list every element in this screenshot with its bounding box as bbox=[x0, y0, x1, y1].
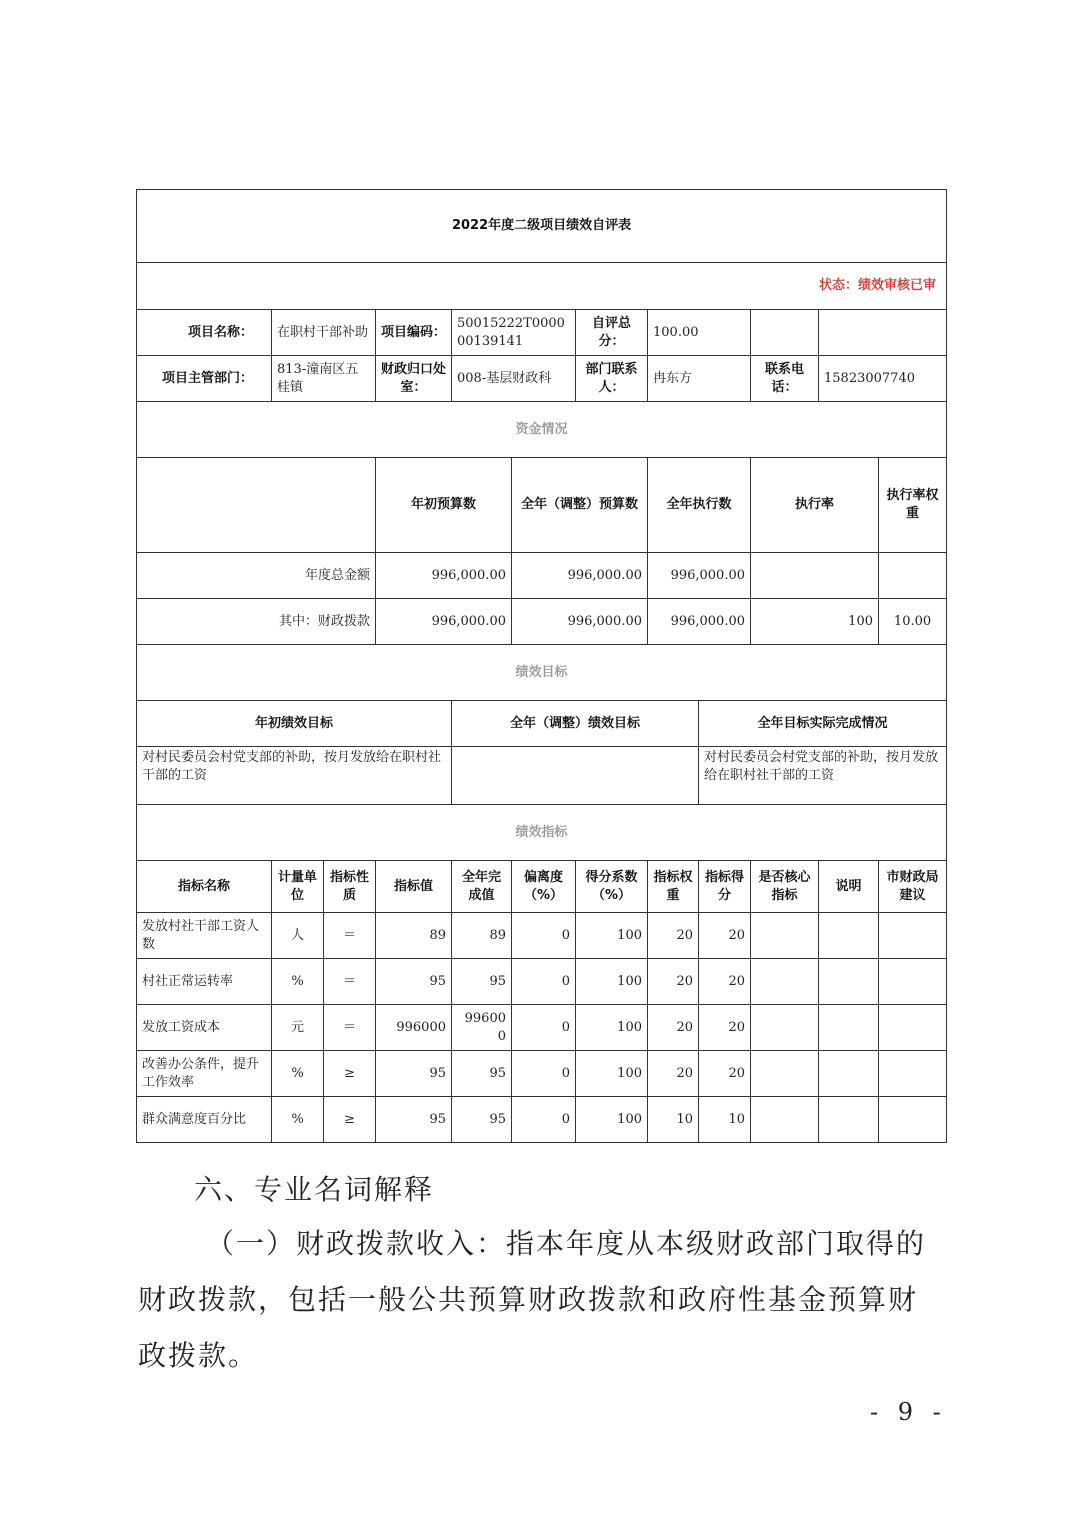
indicator-header: 指标值 bbox=[376, 861, 452, 913]
contact: 冉东方 bbox=[648, 356, 751, 402]
indicator-header: 指标权重 bbox=[648, 861, 699, 913]
phone-label: 联系电话： bbox=[751, 356, 819, 402]
indicator-header: 是否核心指标 bbox=[751, 861, 819, 913]
funds-cell: 996,000.00 bbox=[648, 553, 751, 599]
funds-cell bbox=[879, 553, 947, 599]
funds-cell: 996,000.00 bbox=[512, 553, 648, 599]
indicator-cell bbox=[751, 1051, 819, 1097]
indicator-cell: 20 bbox=[648, 1005, 699, 1051]
funds-cell: 996,000.00 bbox=[376, 599, 512, 645]
indicator-cell: 95 bbox=[376, 1097, 452, 1143]
indicator-cell: 89 bbox=[452, 913, 512, 959]
page-number: - 9 - bbox=[870, 1398, 947, 1426]
funds-cell: 10.00 bbox=[879, 599, 947, 645]
project-code: 50015222T000000139141 bbox=[452, 310, 576, 356]
indicator-header: 计量单位 bbox=[272, 861, 324, 913]
self-score-label: 自评总分： bbox=[576, 310, 648, 356]
indicator-cell: ≥ bbox=[324, 1051, 376, 1097]
indicator-cell: 996000 bbox=[452, 1005, 512, 1051]
indicator-cell: % bbox=[272, 959, 324, 1005]
indicator-header: 得分系数（%） bbox=[576, 861, 648, 913]
indicator-cell bbox=[819, 1051, 879, 1097]
indicator-header: 说明 bbox=[819, 861, 879, 913]
project-name-label: 项目名称： bbox=[137, 310, 272, 356]
indicator-cell: 89 bbox=[376, 913, 452, 959]
actual-goal: 对村民委员会村党支部的补助，按月发放给在职村社干部的工资 bbox=[699, 747, 947, 805]
self-evaluation-table bbox=[136, 189, 947, 1143]
funds-row-label: 其中：财政拨款 bbox=[137, 599, 376, 645]
blank-cell bbox=[819, 310, 947, 356]
indicator-cell bbox=[819, 1005, 879, 1051]
indicator-cell: 人 bbox=[272, 913, 324, 959]
project-code-label: 项目编码： bbox=[376, 310, 452, 356]
indicator-cell: 10 bbox=[699, 1097, 751, 1143]
table-title: 2022年度二级项目绩效自评表 bbox=[137, 190, 947, 263]
indicator-cell: 0 bbox=[512, 1005, 576, 1051]
indicator-cell bbox=[819, 959, 879, 1005]
indicator-cell: 20 bbox=[699, 1005, 751, 1051]
indicator-name: 发放工资成本 bbox=[137, 1005, 272, 1051]
indicator-cell bbox=[879, 1097, 947, 1143]
indicator-header: 指标名称 bbox=[137, 861, 272, 913]
indicator-header: 偏离度（%） bbox=[512, 861, 576, 913]
funds-cell bbox=[751, 553, 879, 599]
indicator-cell bbox=[751, 1005, 819, 1051]
indicator-cell: ＝ bbox=[324, 913, 376, 959]
indicator-cell: 100 bbox=[576, 1051, 648, 1097]
table-row bbox=[137, 1005, 947, 1051]
blank-cell bbox=[137, 458, 376, 553]
adjusted-goal bbox=[452, 747, 699, 805]
indicator-cell: 95 bbox=[452, 1051, 512, 1097]
funds-cell: 996,000.00 bbox=[376, 553, 512, 599]
contact-label: 部门联系人： bbox=[576, 356, 648, 402]
indicator-cell: 996000 bbox=[376, 1005, 452, 1051]
dept: 813-潼南区五桂镇 bbox=[272, 356, 376, 402]
indicator-header: 全年完成值 bbox=[452, 861, 512, 913]
section-heading: 六、专业名词解释 bbox=[194, 1173, 435, 1206]
indicator-cell: 95 bbox=[452, 1097, 512, 1143]
indicator-cell: 20 bbox=[699, 913, 751, 959]
indicator-cell: 100 bbox=[576, 1097, 648, 1143]
table-row bbox=[137, 913, 947, 959]
body-paragraph: （一）财政拨款收入：指本年度从本级财政部门取得的财政拨款，包括一般公共预算财政拨款和政府性基金预算财政拨款。 bbox=[138, 1227, 927, 1372]
indicator-cell: 20 bbox=[648, 959, 699, 1005]
office-label: 财政归口处室： bbox=[376, 356, 452, 402]
table-row bbox=[137, 1097, 947, 1143]
table-row bbox=[137, 553, 947, 599]
funds-header: 全年执行数 bbox=[648, 458, 751, 553]
indicator-name: 改善办公条件，提升工作效率 bbox=[137, 1051, 272, 1097]
indicator-name: 群众满意度百分比 bbox=[137, 1097, 272, 1143]
indicator-cell bbox=[751, 959, 819, 1005]
indicator-cell: % bbox=[272, 1097, 324, 1143]
funds-header: 全年（调整）预算数 bbox=[512, 458, 648, 553]
indicator-cell: 20 bbox=[648, 1051, 699, 1097]
indicator-cell bbox=[819, 913, 879, 959]
funds-header: 年初预算数 bbox=[376, 458, 512, 553]
indicator-cell: 元 bbox=[272, 1005, 324, 1051]
indicator-header: 指标得分 bbox=[699, 861, 751, 913]
indicator-cell bbox=[751, 1097, 819, 1143]
indicator-cell: 20 bbox=[699, 959, 751, 1005]
status-badge: 状态：绩效审核已审 bbox=[137, 263, 947, 310]
indicator-cell: 0 bbox=[512, 1051, 576, 1097]
indicator-cell bbox=[879, 959, 947, 1005]
indicator-cell: 20 bbox=[699, 1051, 751, 1097]
indicator-cell: 100 bbox=[576, 959, 648, 1005]
funds-cell: 100 bbox=[751, 599, 879, 645]
indicator-cell: 0 bbox=[512, 959, 576, 1005]
goals-section-title: 绩效目标 bbox=[137, 645, 947, 701]
funds-section-title: 资金情况 bbox=[137, 402, 947, 458]
indicator-cell bbox=[751, 913, 819, 959]
indicator-cell: ＝ bbox=[324, 1005, 376, 1051]
table-row bbox=[137, 599, 947, 645]
indicator-cell bbox=[879, 1005, 947, 1051]
office: 008-基层财政科 bbox=[452, 356, 576, 402]
indicator-name: 发放村社干部工资人数 bbox=[137, 913, 272, 959]
indicator-cell: 95 bbox=[376, 1051, 452, 1097]
indicator-cell: 0 bbox=[512, 913, 576, 959]
indicator-cell: 95 bbox=[376, 959, 452, 1005]
project-name: 在职村干部补助 bbox=[272, 310, 376, 356]
funds-cell: 996,000.00 bbox=[648, 599, 751, 645]
indicator-cell bbox=[819, 1097, 879, 1143]
indicator-cell: 0 bbox=[512, 1097, 576, 1143]
indicators-section-title: 绩效指标 bbox=[137, 805, 947, 861]
indicator-cell: ＝ bbox=[324, 959, 376, 1005]
indicator-cell bbox=[879, 1051, 947, 1097]
indicator-cell: % bbox=[272, 1051, 324, 1097]
indicator-cell: 100 bbox=[576, 1005, 648, 1051]
indicator-cell: 100 bbox=[576, 913, 648, 959]
self-score: 100.00 bbox=[648, 310, 751, 356]
funds-header: 执行率权重 bbox=[879, 458, 947, 553]
indicator-cell: 95 bbox=[452, 959, 512, 1005]
dept-label: 项目主管部门： bbox=[137, 356, 272, 402]
funds-row-label: 年度总金额 bbox=[137, 553, 376, 599]
initial-goal: 对村民委员会村党支部的补助，按月发放给在职村社干部的工资 bbox=[137, 747, 452, 805]
table-row bbox=[137, 959, 947, 1005]
indicator-cell: 10 bbox=[648, 1097, 699, 1143]
goals-header: 全年目标实际完成情况 bbox=[699, 701, 947, 747]
funds-cell: 996,000.00 bbox=[512, 599, 648, 645]
indicator-header: 指标性质 bbox=[324, 861, 376, 913]
phone: 15823007740 bbox=[819, 356, 947, 402]
indicator-cell bbox=[879, 913, 947, 959]
indicator-cell: ≥ bbox=[324, 1097, 376, 1143]
indicator-header: 市财政局建议 bbox=[879, 861, 947, 913]
funds-header: 执行率 bbox=[751, 458, 879, 553]
indicator-cell: 20 bbox=[648, 913, 699, 959]
blank-cell bbox=[751, 310, 819, 356]
table-row bbox=[137, 1051, 947, 1097]
goals-header: 年初绩效目标 bbox=[137, 701, 452, 747]
goals-header: 全年（调整）绩效目标 bbox=[452, 701, 699, 747]
indicator-name: 村社正常运转率 bbox=[137, 959, 272, 1005]
